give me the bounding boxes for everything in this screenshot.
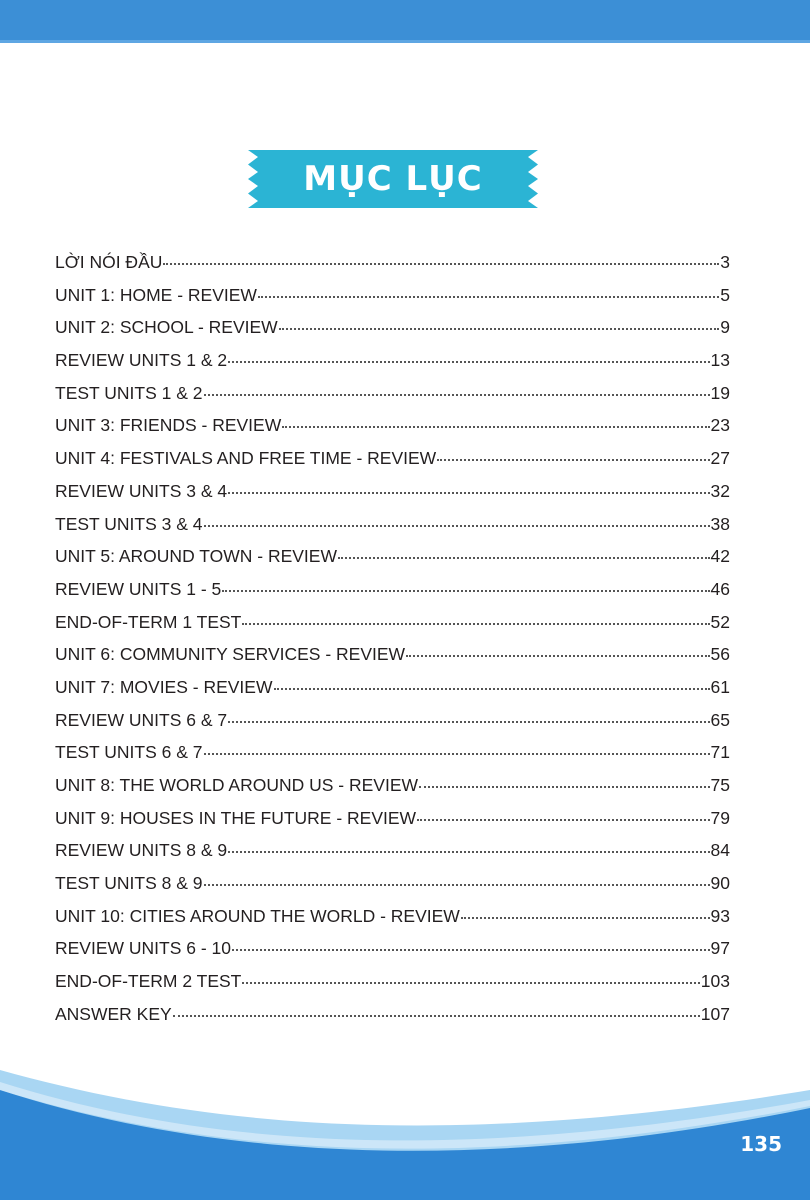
toc-entry <box>55 350 730 383</box>
toc-entry-page: 93 <box>710 905 730 926</box>
dot-leader <box>163 263 719 265</box>
dot-leader <box>338 557 710 559</box>
toc-entry <box>55 710 730 743</box>
toc-entry-page: 79 <box>710 807 730 828</box>
table-of-contents <box>55 252 730 1037</box>
dot-leader <box>204 394 710 396</box>
toc-entry-page: 46 <box>710 578 730 599</box>
toc-entry-page: 71 <box>710 742 730 763</box>
dot-leader <box>258 296 719 298</box>
toc-entry-title: UNIT 1: HOME - REVIEW <box>55 284 257 305</box>
toc-entry-page: 19 <box>710 382 730 403</box>
toc-entry <box>55 742 730 775</box>
top-bar <box>0 0 810 43</box>
toc-entry-title: REVIEW UNITS 6 & 7 <box>55 709 228 730</box>
dot-leader <box>242 982 699 984</box>
page-number: 135 <box>740 1132 782 1156</box>
toc-entry <box>55 775 730 808</box>
page-title: MỤC LỤC <box>303 159 483 199</box>
dot-leader <box>282 426 709 428</box>
toc-entry-title: UNIT 7: MOVIES - REVIEW <box>55 676 273 697</box>
dot-leader <box>437 459 709 461</box>
dot-leader <box>232 949 710 951</box>
dot-leader <box>222 590 709 592</box>
title-banner <box>248 150 538 208</box>
dot-leader <box>279 328 720 330</box>
toc-entry-title: REVIEW UNITS 1 - 5 <box>55 578 222 599</box>
dot-leader <box>228 361 709 363</box>
toc-entry-title: UNIT 2: SCHOOL - REVIEW <box>55 317 278 338</box>
toc-entry-page: 13 <box>710 350 730 371</box>
toc-entry-title: REVIEW UNITS 1 & 2 <box>55 350 228 371</box>
toc-entry-title: ANSWER KEY <box>55 1003 172 1024</box>
toc-entry-title: END-OF-TERM 2 TEST <box>55 971 242 992</box>
toc-entry <box>55 415 730 448</box>
toc-entry-title: UNIT 9: HOUSES IN THE FUTURE - REVIEW <box>55 807 417 828</box>
dot-leader <box>406 655 709 657</box>
toc-entry <box>55 840 730 873</box>
toc-entry <box>55 644 730 677</box>
dot-leader <box>242 623 709 625</box>
toc-entry-title: TEST UNITS 6 & 7 <box>55 742 203 763</box>
dot-leader <box>228 492 709 494</box>
toc-entry <box>55 971 730 1004</box>
toc-entry-page: 84 <box>710 840 730 861</box>
dot-leader <box>204 753 710 755</box>
toc-entry-page: 42 <box>710 546 730 567</box>
toc-entry-title: UNIT 10: CITIES AROUND THE WORLD - REVIEW <box>55 905 460 926</box>
dot-leader <box>419 786 710 788</box>
toc-entry-page: 56 <box>710 644 730 665</box>
toc-entry-page: 65 <box>710 709 730 730</box>
dot-leader <box>461 917 710 919</box>
toc-entry-page: 5 <box>720 284 730 305</box>
toc-entry <box>55 252 730 285</box>
toc-entry-title: UNIT 3: FRIENDS - REVIEW <box>55 415 282 436</box>
toc-entry-title: REVIEW UNITS 3 & 4 <box>55 480 228 501</box>
toc-entry-page: 107 <box>700 1003 730 1024</box>
dot-leader <box>228 851 709 853</box>
dot-leader <box>228 721 709 723</box>
toc-entry-title: UNIT 5: AROUND TOWN - REVIEW <box>55 546 337 567</box>
toc-entry <box>55 873 730 906</box>
toc-entry <box>55 383 730 416</box>
toc-entry-page: 27 <box>710 448 730 469</box>
toc-entry <box>55 906 730 939</box>
toc-entry-title: LỜI NÓI ĐẦU <box>55 252 163 272</box>
toc-entry-title: TEST UNITS 8 & 9 <box>55 873 203 894</box>
toc-entry-page: 103 <box>700 971 730 992</box>
toc-entry-title: REVIEW UNITS 6 - 10 <box>55 938 232 959</box>
toc-entry-title: UNIT 4: FESTIVALS AND FREE TIME - REVIEW <box>55 448 437 469</box>
toc-entry-page: 9 <box>720 317 730 338</box>
toc-entry-page: 23 <box>710 415 730 436</box>
toc-entry <box>55 677 730 710</box>
dot-leader <box>417 819 709 821</box>
dot-leader <box>173 1015 700 1017</box>
toc-entry <box>55 808 730 841</box>
toc-entry <box>55 612 730 645</box>
toc-entry <box>55 938 730 971</box>
toc-entry-title: UNIT 6: COMMUNITY SERVICES - REVIEW <box>55 644 406 665</box>
toc-entry-page: 38 <box>710 513 730 534</box>
toc-entry-page: 61 <box>710 676 730 697</box>
dot-leader <box>204 884 710 886</box>
dot-leader <box>204 525 710 527</box>
toc-entry <box>55 546 730 579</box>
toc-entry-title: TEST UNITS 1 & 2 <box>55 382 203 403</box>
dot-leader <box>274 688 710 690</box>
toc-entry-title: TEST UNITS 3 & 4 <box>55 513 203 534</box>
bottom-wave <box>0 1060 810 1200</box>
toc-entry <box>55 481 730 514</box>
toc-entry-page: 52 <box>710 611 730 632</box>
toc-entry <box>55 1004 730 1037</box>
toc-entry <box>55 317 730 350</box>
toc-entry-page: 97 <box>710 938 730 959</box>
toc-entry-title: END-OF-TERM 1 TEST <box>55 611 242 632</box>
toc-entry-page: 3 <box>720 252 730 272</box>
toc-entry-title: REVIEW UNITS 8 & 9 <box>55 840 228 861</box>
toc-entry-title: UNIT 8: THE WORLD AROUND US - REVIEW <box>55 775 419 795</box>
toc-entry <box>55 579 730 612</box>
toc-entry <box>55 285 730 318</box>
toc-entry-page: 32 <box>710 480 730 501</box>
toc-entry <box>55 514 730 547</box>
toc-entry-page: 90 <box>710 873 730 894</box>
toc-entry-page: 75 <box>710 775 730 795</box>
toc-entry <box>55 448 730 481</box>
